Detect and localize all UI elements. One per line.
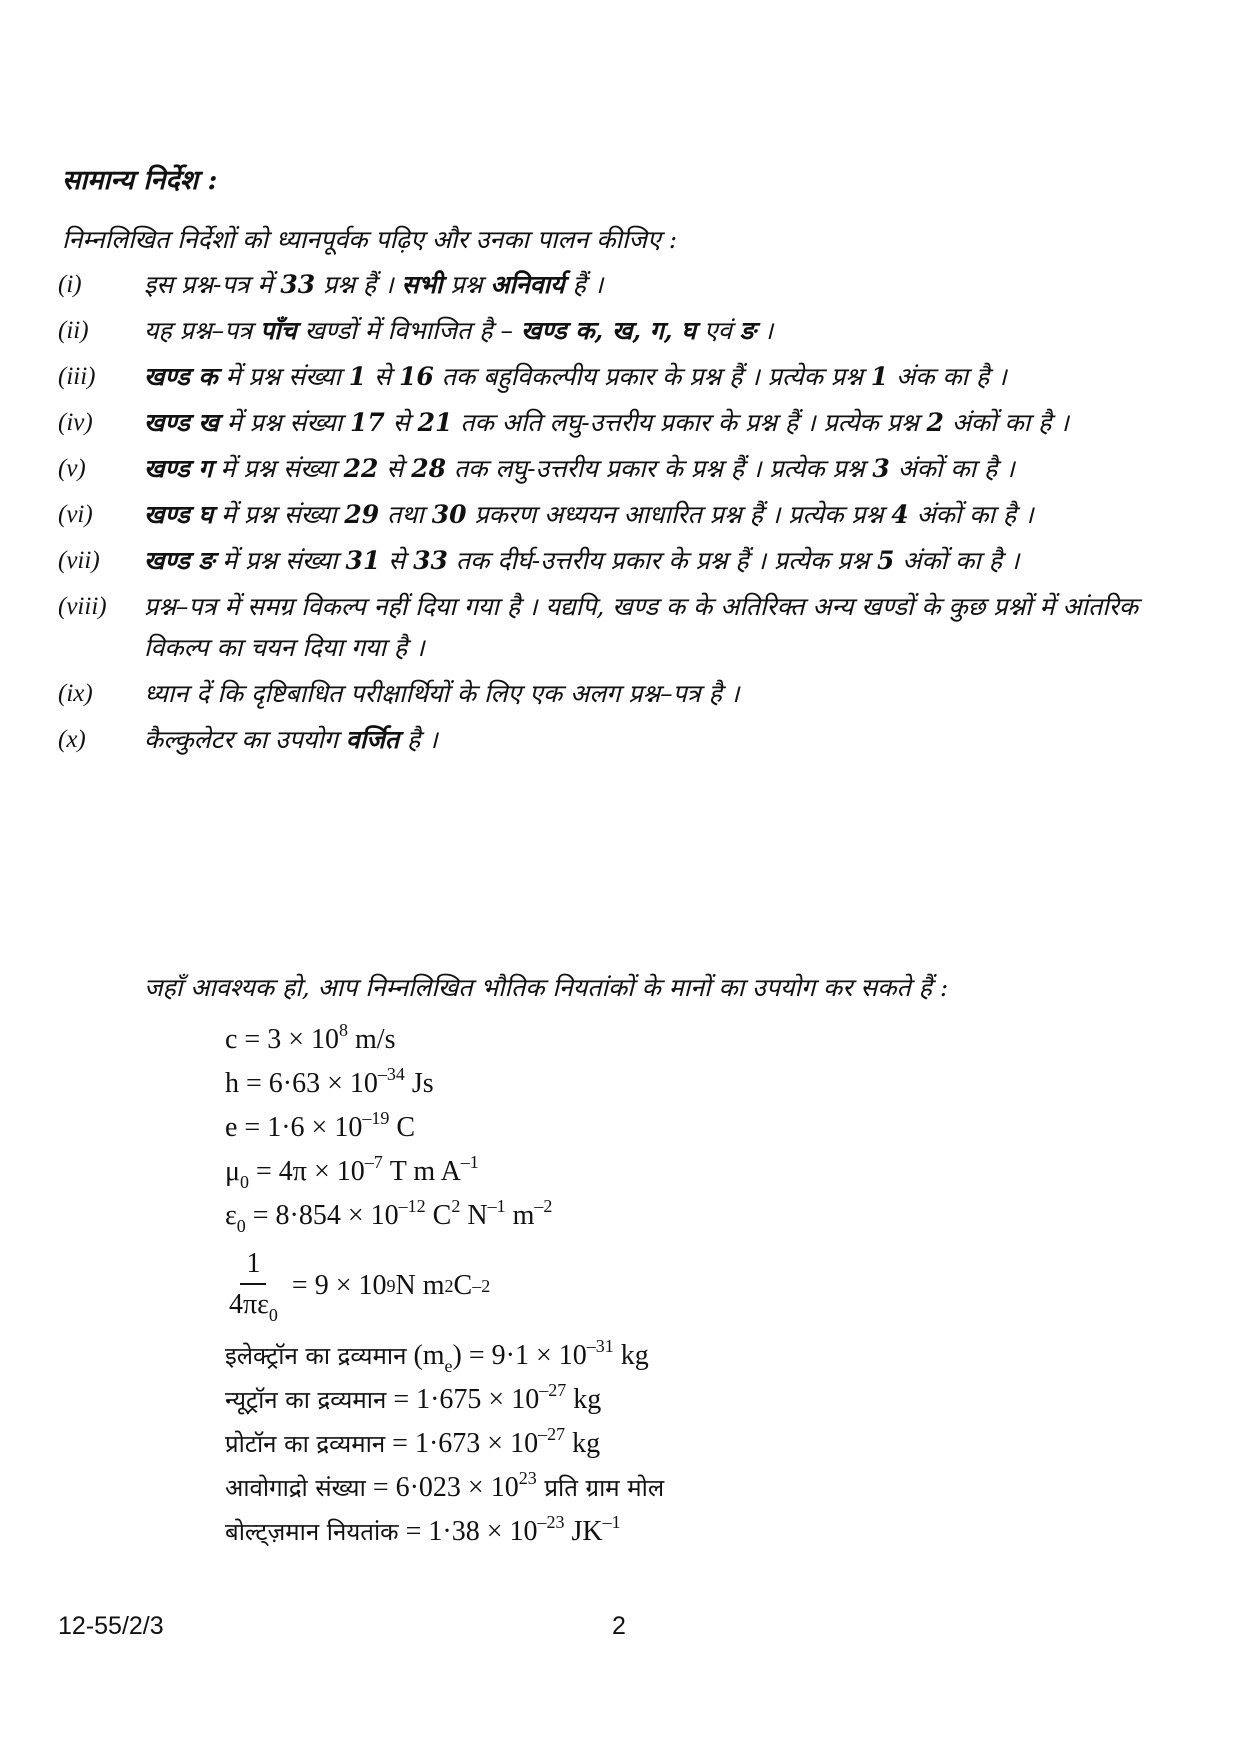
constant-label: प्रोटॉन का द्रव्यमान <box>225 1430 386 1458</box>
instruction-text: से <box>378 454 412 483</box>
instruction-list <box>58 264 1183 765</box>
subscript: 0 <box>236 1216 246 1236</box>
constant-label: न्यूट्रॉन का द्रव्यमान <box>225 1386 387 1414</box>
instruction-emphasis: पाँच <box>260 316 297 345</box>
instruction-text: में प्रश्न संख्या <box>214 546 346 575</box>
superscript: –31 <box>586 1336 614 1356</box>
constant-label: प्रति ग्राम मोल <box>536 1474 665 1502</box>
instruction-text: तक बहुविकल्पीय प्रकार के प्रश्न हैं । प्रत्येक प्रश्न <box>433 362 871 391</box>
constant-mn <box>225 1378 664 1422</box>
instruction-item <box>58 356 1183 397</box>
instruction-emphasis: खण्ड ख <box>144 408 219 437</box>
instruction-text: में प्रश्न संख्या <box>212 454 344 483</box>
constant-text: kg <box>565 1428 601 1459</box>
constant-text: C <box>453 1270 473 1301</box>
constant-me <box>225 1334 664 1378</box>
constant-eps0 <box>225 1194 664 1238</box>
constant-text: N <box>460 1200 488 1231</box>
instruction-text: प्रश्न–पत्र में समग्र विकल्प नहीं दिया गया है । यद्यपि, खण्ड क के अतिरिक्त अन्य खण्डों के कुछ प्रश्नों में आंतरिक विकल्प का चयन दिया गया है । <box>144 592 1139 662</box>
instruction-number: (v) <box>58 455 86 482</box>
instruction-text: एवं <box>696 316 740 345</box>
superscript: –2 <box>534 1196 553 1216</box>
constant-kb <box>225 1510 664 1554</box>
instruction-emphasis: 33 <box>280 270 316 299</box>
constant-h <box>225 1062 664 1106</box>
instruction-text: तक अति लघु-उत्तरीय प्रकार के प्रश्न हैं । प्रत्येक प्रश्न <box>452 408 927 437</box>
superscript: 23 <box>518 1468 537 1488</box>
constant-label: इलेक्ट्रॉन का द्रव्यमान <box>225 1342 407 1370</box>
instruction-text: अंकों का है । <box>908 500 1034 529</box>
constant-text: Js <box>404 1068 434 1099</box>
constant-e <box>225 1106 664 1150</box>
instruction-text: खण्डों में विभाजित है – <box>296 316 521 345</box>
instruction-emphasis: 1 <box>348 362 367 391</box>
instruction-item <box>58 540 1183 581</box>
instruction-text: अंकों का है । <box>943 408 1069 437</box>
constants-list <box>225 1018 664 1554</box>
superscript: –1 <box>487 1196 506 1216</box>
instruction-number: (i) <box>58 271 82 298</box>
instruction-emphasis: 3 <box>872 454 890 483</box>
superscript: –7 <box>364 1152 383 1172</box>
instruction-text: यह प्रश्न–पत्र <box>144 316 261 345</box>
instruction-text: में प्रश्न संख्या <box>218 408 350 437</box>
instruction-number: (iii) <box>58 363 96 390</box>
instruction-text: ध्यान दें कि दृष्टिबाधित परीक्षार्थियों के लिए एक अलग प्रश्न–पत्र है । <box>144 679 740 708</box>
instruction-text: । <box>755 316 774 345</box>
constant-mu0 <box>225 1150 664 1194</box>
constant-text: μ <box>225 1156 241 1187</box>
instruction-text: प्रश्न हैं । <box>315 270 402 299</box>
instruction-item <box>58 494 1183 535</box>
instruction-item <box>58 673 1183 714</box>
instruction-text: तक लघु-उत्तरीय प्रकार के प्रश्न हैं । प्रत्येक प्रश्न <box>446 454 873 483</box>
instruction-item <box>58 402 1183 443</box>
instruction-number: (ix) <box>58 680 93 707</box>
instruction-text: अंक का है । <box>888 362 1007 391</box>
instruction-number: (vi) <box>58 501 93 528</box>
instruction-item <box>58 586 1183 668</box>
constant-label: बोल्ट्ज़मान नियतांक <box>225 1518 399 1546</box>
superscript: –27 <box>539 1380 567 1400</box>
instruction-emphasis: अनिवार्य <box>490 270 565 299</box>
instruction-emphasis: खण्ड घ <box>144 500 214 529</box>
instruction-text: इस प्रश्न-पत्र में <box>144 270 281 299</box>
superscript: –19 <box>362 1108 390 1128</box>
instruction-text: प्रकरण अध्ययन आधारित प्रश्न हैं । प्रत्येक प्रश्न <box>466 500 892 529</box>
instruction-emphasis: 29 <box>344 500 380 529</box>
superscript: –23 <box>537 1512 565 1532</box>
constant-text: JK <box>564 1516 603 1547</box>
instruction-emphasis: 31 <box>345 546 381 575</box>
instruction-emphasis: 1 <box>870 362 889 391</box>
constant-text: = 1·675 × 10 <box>386 1384 540 1415</box>
instruction-text: अंकों का है । <box>889 454 1015 483</box>
fraction-denominator: $4\pi\varepsilon_0$ <box>229 1289 278 1325</box>
instruction-number: (viii) <box>58 593 107 620</box>
paper-code: 12-55/2/3 <box>58 1612 164 1640</box>
subscript: 0 <box>240 1172 250 1192</box>
instruction-emphasis: 22 <box>343 454 379 483</box>
instruction-emphasis: 30 <box>431 500 467 529</box>
constant-text: m/s <box>348 1024 396 1055</box>
constant-text: C <box>425 1200 452 1231</box>
instruction-text: से <box>380 546 414 575</box>
constant-text: T m A <box>382 1156 461 1187</box>
fraction-denominator-subscript: 0 <box>268 1305 278 1325</box>
constant-text: h = 6·63 × 10 <box>225 1068 378 1099</box>
instruction-text: में प्रश्न संख्या <box>213 500 345 529</box>
constant-text: m <box>505 1200 535 1231</box>
constant-text: ) = 9·1 × 10 <box>452 1340 587 1371</box>
instruction-emphasis: 4 <box>891 500 909 529</box>
superscript: –12 <box>398 1196 426 1216</box>
constant-text: = 4π × 10 <box>249 1156 365 1187</box>
instruction-text: तक दीर्घ-उत्तरीय प्रकार के प्रश्न हैं । प्रत्येक प्रश्न <box>447 546 877 575</box>
superscript: –1 <box>460 1152 479 1172</box>
constant-text: N m <box>395 1270 445 1301</box>
instruction-emphasis: खण्ड क, ख, ग, घ <box>520 316 697 345</box>
instruction-number: (iv) <box>58 409 93 436</box>
constant-text: = 1·673 × 10 <box>385 1428 539 1459</box>
constant-text: e = 1·6 × 10 <box>225 1112 363 1143</box>
instruction-item <box>58 719 1183 760</box>
instruction-emphasis: 21 <box>417 408 453 437</box>
page-number: 2 <box>612 1612 626 1640</box>
instruction-emphasis: 17 <box>350 408 385 437</box>
superscript: –1 <box>602 1512 621 1532</box>
instruction-text: से <box>366 362 399 391</box>
superscript: –34 <box>377 1064 405 1084</box>
constant-na <box>225 1466 664 1510</box>
instruction-emphasis: 5 <box>877 546 895 575</box>
superscript: –27 <box>538 1424 566 1444</box>
constant-text: kg <box>566 1384 602 1415</box>
instruction-emphasis: 28 <box>411 454 447 483</box>
superscript: 8 <box>339 1020 349 1040</box>
instruction-text: अंकों का है । <box>894 546 1020 575</box>
superscript: 2 <box>451 1196 461 1216</box>
constant-text: = 1·38 × 10 <box>398 1516 538 1547</box>
fraction-numerator: 1 <box>240 1247 266 1285</box>
subscript: e <box>444 1356 453 1376</box>
constant-label: आवोगाद्रो संख्या <box>225 1474 366 1502</box>
constant-text: kg <box>613 1340 649 1371</box>
instruction-emphasis: खण्ड ङ <box>144 546 215 575</box>
constant-text: ε <box>225 1200 237 1231</box>
instruction-emphasis: सभी <box>401 270 443 299</box>
instruction-number: (vii) <box>58 547 100 574</box>
instructions-intro: निम्नलिखित निर्देशों को ध्यानपूर्वक पढ़िए और उनका पालन कीजिए : <box>62 225 678 254</box>
constants-note: जहाँ आवश्यक हो, आप निम्नलिखित भौतिक नियतांकों के मानों का उपयोग कर सकते हैं : <box>144 973 949 1002</box>
instruction-text: से <box>384 408 418 437</box>
constant-text: C <box>389 1112 416 1143</box>
instruction-text: प्रश्न <box>442 270 491 299</box>
instruction-text: तथा <box>379 500 432 529</box>
fraction <box>225 1247 282 1325</box>
instruction-text: में प्रश्न संख्या <box>217 362 349 391</box>
instruction-item <box>58 310 1183 351</box>
constant-text: (m <box>406 1340 445 1371</box>
general-instructions-heading: सामान्य निर्देश : <box>62 165 218 196</box>
constant-text: c = 3 × 10 <box>225 1024 340 1055</box>
constant-coulomb: $\frac{1}{4\pi\varepsilon_0}$ = 9 × 10 9 N m 2 C –2 <box>225 1238 664 1334</box>
constant-mp <box>225 1422 664 1466</box>
instruction-text: कैल्कुलेटर का उपयोग <box>144 725 346 754</box>
constant-text: = 6·023 × 10 <box>365 1472 519 1503</box>
instruction-emphasis: खण्ड ग <box>144 454 213 483</box>
constant-text: = 9 × 10 <box>291 1270 387 1301</box>
instruction-emphasis: 16 <box>398 362 434 391</box>
instruction-text: हैं । <box>564 270 604 299</box>
instruction-emphasis: 2 <box>926 408 944 437</box>
constant-text: = 8·854 × 10 <box>245 1200 399 1231</box>
instruction-emphasis: ङ <box>739 316 756 345</box>
instruction-number: (ii) <box>58 317 89 344</box>
instruction-emphasis: 33 <box>413 546 448 575</box>
instruction-emphasis: खण्ड क <box>144 362 218 391</box>
instruction-emphasis: वर्जित <box>345 725 400 754</box>
instruction-item <box>58 448 1183 489</box>
instruction-number: (x) <box>58 726 86 753</box>
constant-c <box>225 1018 664 1062</box>
instruction-item <box>58 264 1183 305</box>
instruction-text: है । <box>399 725 438 754</box>
